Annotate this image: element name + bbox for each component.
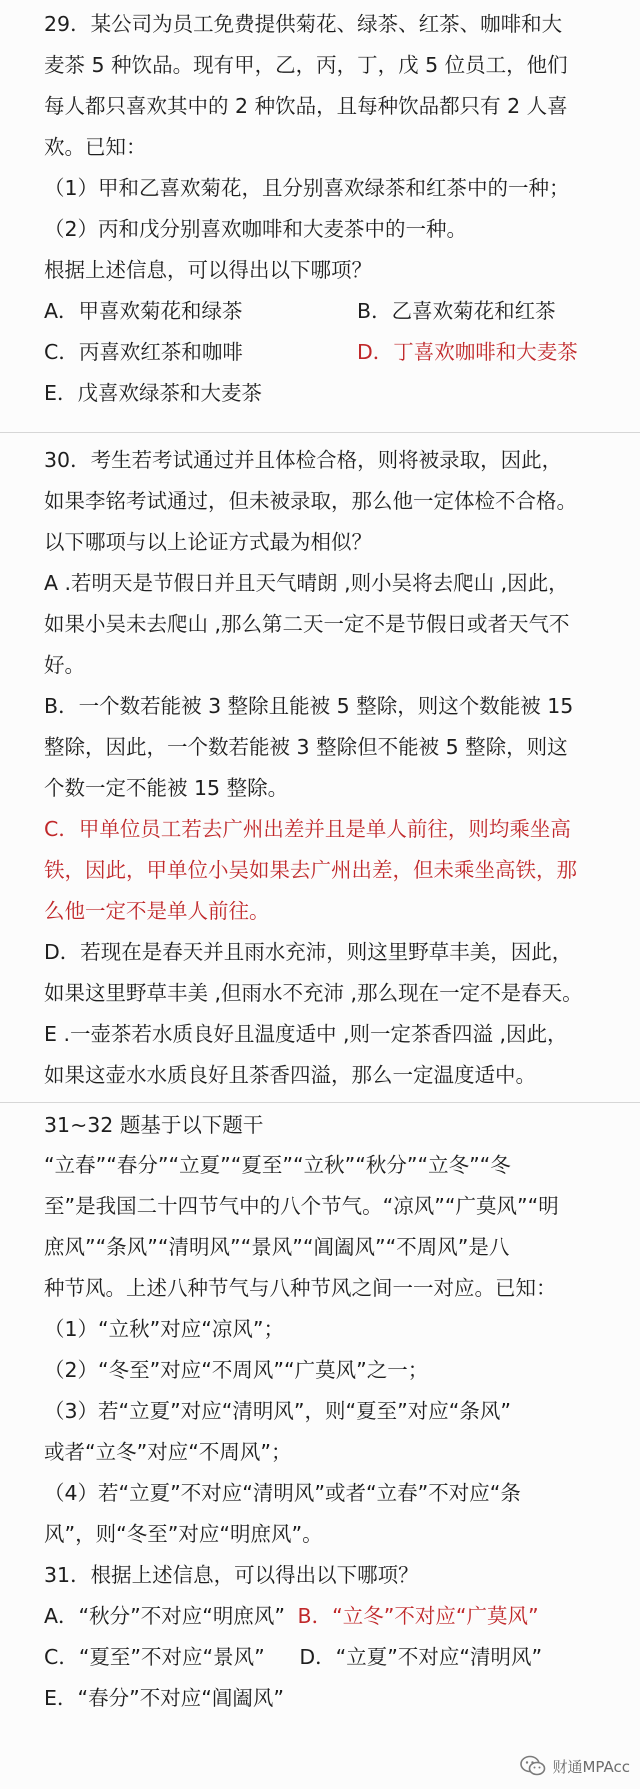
q29-option-a: A．甲喜欢菊花和绿茶 [44,299,243,323]
q30-option-d-line: D．若现在是春天并且雨水充沛，则这里野草丰美，因此， [44,940,573,964]
q31-stem-line: 至”是我国二十四节气中的八个节气。“凉风”“广莫风”“明 [44,1194,559,1218]
q29-question: 根据上述信息，可以得出以下哪项？ [44,258,372,282]
q29-options-row-3 [44,373,614,414]
question-31 [0,1106,640,1719]
q29-stem-line: 29．某公司为员工免费提供菊花、绿茶、红茶、咖啡和大 [44,12,563,36]
q31-options-row-3 [44,1678,614,1719]
q30-option-a-line: 好。 [44,653,85,677]
q29-stem-line: 麦茶 5 种饮品。现有甲，乙，丙，丁，戊 5 位员工，他们 [44,53,568,77]
q30-stem-line: 如果李铭考试通过，但未被录取，那么他一定体检不合格。 [44,489,577,513]
q30-option-b-line: 个数一定不能被 15 整除。 [44,776,289,800]
q30-option-a-line: A .若明天是节假日并且天气晴朗 ,则小吴将去爬山 ,因此， [44,571,569,595]
q29-condition-1: （1）甲和乙喜欢菊花，且分别喜欢绿茶和红茶中的一种； [44,176,570,200]
q31-option-c: C．“夏至”不对应“景风” [44,1645,265,1669]
q31-condition-3-cont: 或者“立冬”对应“不周风”； [44,1440,292,1464]
q30-question: 以下哪项与以上论证方式最为相似？ [44,530,372,554]
q29-option-b: B．乙喜欢菊花和红茶 [357,299,556,323]
q30-option-d-line: 如果这里野草丰美 ,但雨水不充沛 ,那么现在一定不是春天。 [44,981,583,1005]
q30-option-c-answer-line: 么他一定不是单人前往。 [44,899,270,923]
q31-question: 31．根据上述信息，可以得出以下哪项？ [44,1563,419,1587]
q29-stem-line: 每人都只喜欢其中的 2 种饮品，且每种饮品都只有 2 人喜 [44,94,568,118]
q30-option-c-answer-line: C．甲单位员工若去广州出差并且是单人前往，则均乘坐高 [44,817,571,841]
q30-option-e-line: E .一壶茶若水质良好且温度适中 ,则一定茶香四溢 ,因此， [44,1022,568,1046]
question-29 [0,4,640,414]
q31-condition-4-cont: 风”，则“冬至”对应“明庶风”。 [44,1522,323,1546]
q31-condition-4: （4）若“立夏”不对应“清明风”或者“立春”不对应“条 [44,1481,521,1505]
q31-stem-line: 种节风。上述八种节气与八种节风之间一一对应。已知： [44,1276,557,1300]
q31-stem-line: “立春”“春分”“立夏”“夏至”“立秋”“秋分”“立冬”“冬 [44,1153,511,1177]
q31-intro: 31~32 题基于以下题干 [44,1113,264,1137]
q31-condition-3: （3）若“立夏”对应“清明风”，则“夏至”对应“条风” [44,1399,512,1423]
q31-option-b-answer: B．“立冬”不对应“广莫风” [297,1604,539,1628]
q31-condition-1: （1）“立秋”对应“凉风”； [44,1317,285,1341]
q30-stem-line: 30．考生若考试通过并且体检合格，则将被录取，因此， [44,448,563,472]
q29-option-e: E．戊喜欢绿茶和大麦茶 [44,381,262,405]
q31-option-d: D．“立夏”不对应“清明风” [299,1645,543,1669]
q30-option-a-line: 如果小吴未去爬山 ,那么第二天一定不是节假日或者天气不 [44,612,570,636]
q29-stem-line: 欢。已知： [44,135,147,159]
q29-condition-2: （2）丙和戊分别喜欢咖啡和大麦茶中的一种。 [44,217,468,241]
q31-option-a: A．“秋分”不对应“明庶风” [44,1604,286,1628]
q31-options-row-2 [44,1637,614,1678]
section-divider [0,1102,640,1103]
q30-option-e-line: 如果这壶水水质良好且茶香四溢，那么一定温度适中。 [44,1063,536,1087]
section-divider [0,432,640,433]
q30-option-b-line: 整除，因此，一个数若能被 3 整除但不能被 5 整除，则这 [44,735,568,759]
q30-option-b-line: B．一个数若能被 3 整除且能被 5 整除，则这个数能被 15 [44,694,574,718]
wechat-icon [520,1755,546,1777]
q31-stem-line: 庶风”“条风”“清明风”“景风”“阊阖风”“不周风”是八 [44,1235,510,1259]
watermark [520,1751,630,1781]
q29-options-row-1 [44,291,614,332]
q29-option-c: C．丙喜欢红茶和咖啡 [44,340,243,364]
q29-option-d-answer: D．丁喜欢咖啡和大麦茶 [357,340,578,364]
q30-option-c-answer-line: 铁，因此，甲单位小吴如果去广州出差，但未乘坐高铁，那 [44,858,577,882]
watermark-text: 财通MPAcc [552,1757,630,1776]
q31-options-row-1 [44,1596,614,1637]
q29-options-row-2 [44,332,614,373]
question-30 [0,440,640,1096]
q31-option-e: E．“春分”不对应“阊阖风” [44,1686,284,1710]
q31-condition-2: （2）“冬至”对应“不周风”“广莫风”之一； [44,1358,429,1382]
